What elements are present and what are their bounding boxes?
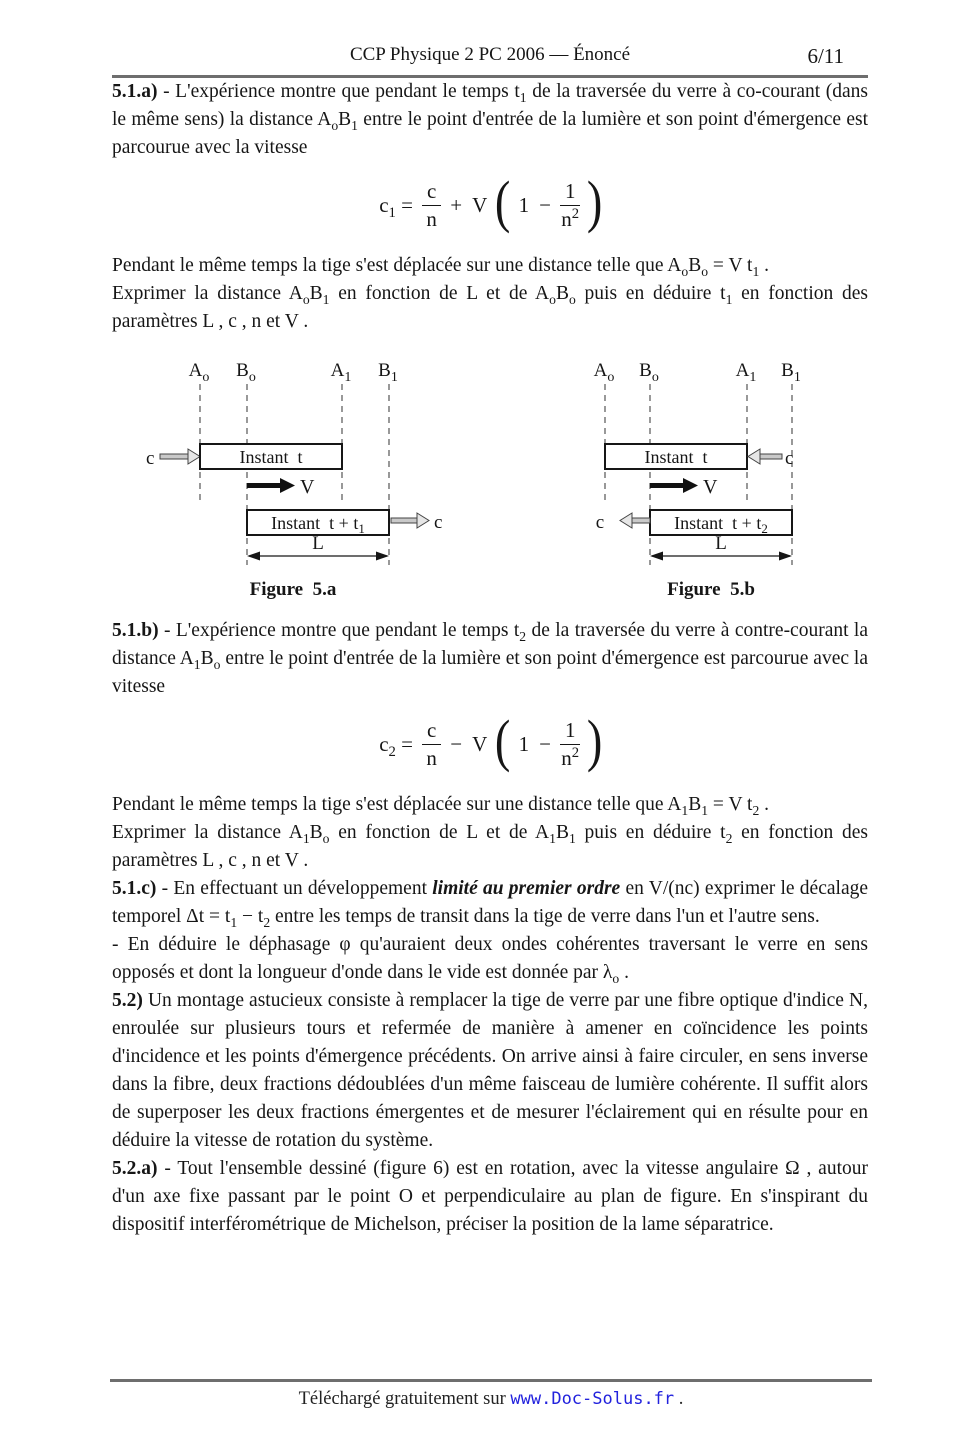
svg-text:Ao: $A_o$ bbox=[593, 360, 615, 385]
reference-dashed-lines bbox=[605, 384, 792, 565]
svg-text:c: c bbox=[595, 512, 605, 533]
reference-dashed-lines bbox=[200, 384, 389, 565]
fraction-c-over-n: $\frac{c}{n}$ bbox=[422, 718, 441, 771]
formula-c2-operator: − bbox=[450, 731, 463, 756]
formula-c1-minus: − bbox=[539, 192, 551, 217]
light-arrow-out bbox=[596, 512, 650, 533]
formula-c1: $c_1$ = $\frac{c}{n}$ + V ( 1 − $\frac{1}{n^2}$ ) bbox=[379, 169, 603, 234]
figure-5a-caption: Figure 5.a bbox=[249, 579, 337, 600]
formula-c1-lhs: $c_1$ = bbox=[379, 192, 413, 221]
light-arrow-in bbox=[748, 448, 793, 469]
velocity-arrow bbox=[650, 476, 718, 498]
question-5-1-b: 5.1.b) - L'expérience montre que pendant le temps $t_2$ de la traversée du verre à contre-courant la distance $A_1B_o$ entre le point d'entrée de la lumière et son point d'émergence est parcourue avec la vitesse bbox=[112, 620, 868, 697]
svg-text:c: c bbox=[785, 448, 794, 469]
task-5-1-b: Exprimer la distance $A_1B_o$ en fonction de L et de $A_1B_1$ puis en déduire $t_2$ en fonction des paramètres L , c , n et V . bbox=[112, 822, 869, 871]
page-header bbox=[112, 0, 868, 66]
statement-a0b0: Pendant le même temps la tige s'est déplacée sur une distance telle que $A_oB_o = V$ $t_1$ . bbox=[112, 255, 770, 279]
glass-rod-instant-t bbox=[200, 444, 342, 469]
task-5-1-a: Exprimer la distance $A_oB_1$ en fonction de L et de $A_oB_o$ puis en déduire $t_1$ en fonction des paramètres L , c , n et V . bbox=[112, 283, 869, 332]
question-5-1-c: 5.1.c) - En effectuant un développement limité au premier ordre en V/(nc) exprimer le décalage temporel $\Delta t = t_1 - t_2$ entre les temps de transit dans la tige de verre dans l'un et l'autre sens. bbox=[112, 878, 869, 930]
light-arrow-in bbox=[146, 448, 200, 469]
velocity-arrow bbox=[247, 476, 315, 498]
glass-rod-instant-t bbox=[605, 444, 747, 469]
length-dimension bbox=[247, 533, 389, 561]
figures-5a-5b bbox=[112, 360, 868, 601]
svg-text:L: L bbox=[715, 533, 727, 554]
statement-a1b1: Pendant le même temps la tige s'est déplacée sur une distance telle que $A_1B_1 = V$ $t_2$ . bbox=[112, 794, 770, 818]
footer-rule bbox=[110, 1379, 872, 1382]
svg-text:B1: $B_1$ bbox=[781, 360, 801, 385]
formula-c2: $c_2$ = $\frac{c}{n}$ − V ( 1 − $\frac{1}{n^2}$ ) bbox=[379, 708, 603, 773]
figure-5a-diagram bbox=[142, 360, 444, 572]
fraction-one-over-n2: $\frac{1}{n^2}$ bbox=[561, 717, 580, 770]
light-arrow-out bbox=[391, 512, 442, 533]
svg-text:V: V bbox=[300, 476, 315, 498]
figure-5b-caption: Figure 5.b bbox=[667, 579, 755, 600]
svg-text:B1: $B_1$ bbox=[378, 360, 398, 385]
figure-5b-column-labels bbox=[594, 360, 801, 385]
formula-c2-lhs: $c_2$ = bbox=[379, 731, 413, 760]
figure-5b-diagram bbox=[560, 360, 862, 572]
svg-text:c: c bbox=[434, 512, 443, 533]
svg-text:Instant t: Instant t bbox=[239, 447, 303, 467]
page-footer bbox=[110, 1379, 872, 1410]
svg-text:A1: $A_1$ bbox=[330, 360, 352, 385]
question-5-1-a: 5.1.a) - L'expérience montre que pendant le temps $t_1$ de la traversée du verre à co-courant (dans le même sens) la distance $A_oB_1$ entre le point d'entrée de la lumière et son point d'émergence est parcourue avec la vitesse bbox=[112, 81, 869, 158]
formula-c1-one: 1 bbox=[518, 192, 530, 217]
question-5-2: 5.2) Un montage astucieux consiste à remplacer la tige de verre par une fibre optique d'indice N, enroulée sur plusieurs tours et refermée de manière à amener en coïncidence les points d'incidence et les points d'émergence précédents. On arrive ainsi à faire circuler, en sens inverse dans la fibre, deux fractions dédoublées d'un même faisceau de lumière cohérente. Il suffit alors de superposer les deux fractions émergentes et de mesurer l'éclairement qui en résulte pour en déduire la vitesse de rotation du système. bbox=[112, 990, 868, 1151]
doc-solus-link[interactable]: www.Doc-Solus.fr bbox=[510, 1389, 675, 1409]
question-5-2-a: 5.2.a) - Tout l'ensemble dessiné (figure 6) est en rotation, avec la vitesse angulaire Ω , autour d'un axe fixe passant par le point O et perpendiculaire au plan de figure. En s'inspirant du dispositif interférométrique de Michelson, préciser la position de la lame séparatrice. bbox=[112, 1158, 868, 1235]
svg-text:Instant t + t2: Instant $t + t_2$ bbox=[674, 513, 768, 536]
svg-text:Instant t: Instant t bbox=[644, 447, 708, 467]
formula-c2-minus: − bbox=[539, 731, 551, 756]
formula-c2-coefficient: V bbox=[472, 731, 488, 756]
figure-5b bbox=[560, 360, 862, 601]
svg-text:Bo: $B_o$ bbox=[639, 360, 659, 385]
svg-text:Instant t + t1: Instant $t + t_1$ bbox=[271, 513, 365, 536]
length-dimension bbox=[650, 533, 792, 561]
footer-text bbox=[110, 1389, 872, 1410]
svg-text:Bo: $B_o$ bbox=[236, 360, 256, 385]
page-number: 6/11 bbox=[807, 44, 844, 68]
formula-c2-one: 1 bbox=[518, 731, 530, 756]
svg-text:V: V bbox=[703, 476, 718, 498]
fraction-c-over-n: $\frac{c}{n}$ bbox=[422, 179, 441, 232]
svg-text:A1: $A_1$ bbox=[735, 360, 757, 385]
figure-5a-column-labels bbox=[189, 360, 398, 385]
question-5-1-c-part2: - En déduire le déphasage φ qu'auraient deux ondes cohérentes traversant le verre en sens opposés et dont la longueur d'onde dans le vide est donnée par $\lambda_o$ . bbox=[112, 934, 868, 986]
figure-5a bbox=[142, 360, 444, 601]
header-title: CCP Physique 2 PC 2006 — Énoncé bbox=[349, 44, 631, 65]
svg-text:Ao: $A_o$ bbox=[188, 360, 210, 385]
footer-prefix: Téléchargé gratuitement sur bbox=[298, 1389, 511, 1409]
formula-c1-coefficient: V bbox=[472, 192, 488, 217]
formula-c1-operator: + bbox=[450, 192, 463, 217]
fraction-one-over-n2: $\frac{1}{n^2}$ bbox=[561, 178, 580, 231]
footer-suffix: . bbox=[674, 1389, 684, 1409]
svg-text:c: c bbox=[146, 448, 155, 469]
svg-text:L: L bbox=[312, 533, 324, 554]
